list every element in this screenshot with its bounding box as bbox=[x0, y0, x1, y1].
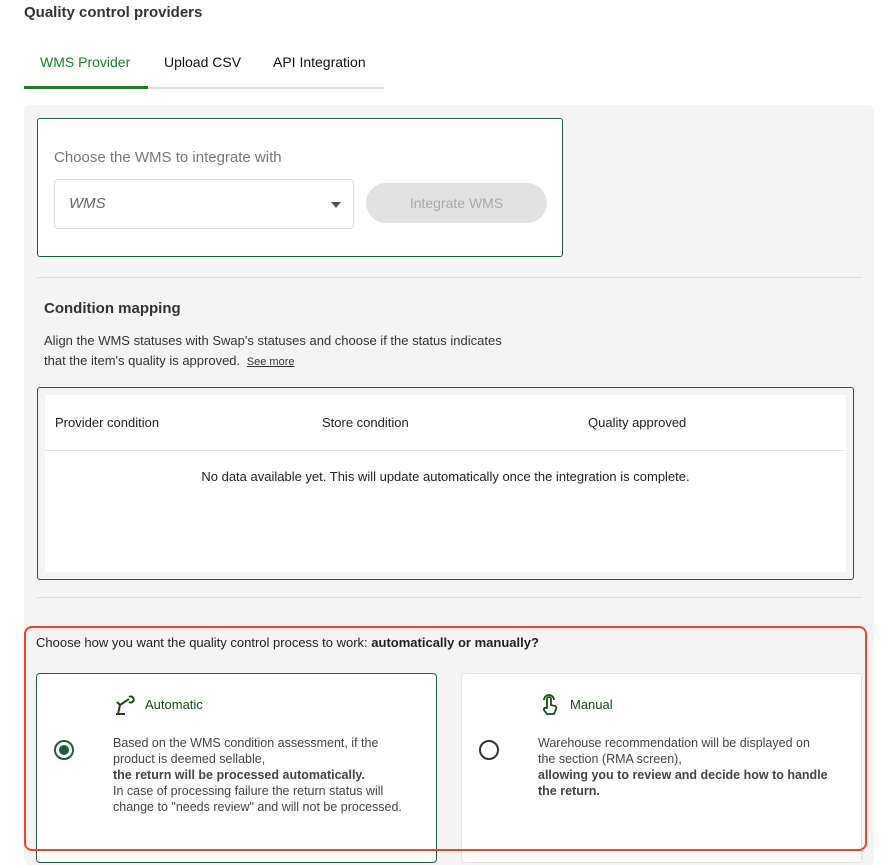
description-text: Align the WMS statuses with Swap's statuses and choose if the status indicates that the item's quality is approved. bbox=[44, 333, 502, 368]
tab-upload-csv[interactable]: Upload CSV bbox=[164, 54, 242, 70]
desc-bold: allowing you to review and decide how to handle the return. bbox=[538, 768, 828, 798]
condition-table bbox=[37, 387, 854, 580]
divider bbox=[37, 597, 862, 598]
wms-select[interactable] bbox=[54, 179, 354, 229]
wms-card bbox=[37, 118, 563, 257]
wms-select-value: WMS bbox=[69, 195, 106, 212]
qc-question-text: Choose how you want the quality control process to work: bbox=[36, 635, 372, 650]
tab-api-integration[interactable]: API Integration bbox=[273, 54, 366, 70]
desc-text: In case of processing failure the return status will change to "needs review" and will not be processed. bbox=[113, 784, 402, 814]
manual-title: Manual bbox=[570, 697, 613, 712]
desc-text: Warehouse recommendation will be displayed on the section (RMA screen), bbox=[538, 736, 810, 766]
tab-active-indicator bbox=[24, 86, 148, 89]
qc-question-bold: automatically or manually? bbox=[371, 635, 539, 650]
header-divider bbox=[45, 450, 846, 451]
tab-wms-provider[interactable]: WMS Provider bbox=[40, 54, 131, 70]
desc-text: Based on the WMS condition assessment, if the product is deemed sellable, bbox=[113, 736, 379, 766]
chevron-down-icon bbox=[331, 202, 341, 208]
integrate-wms-button[interactable]: Integrate WMS bbox=[366, 183, 547, 223]
divider bbox=[37, 277, 862, 278]
highlight-box bbox=[24, 626, 867, 851]
wms-label: Choose the WMS to integrate with bbox=[54, 149, 282, 166]
empty-state-text: No data available yet. This will update automatically once the integration is complete. bbox=[201, 469, 690, 484]
column-header-store: Store condition bbox=[322, 415, 409, 430]
page-title: Quality control providers bbox=[24, 4, 203, 21]
condition-mapping-description bbox=[44, 331, 524, 372]
table-inner bbox=[45, 395, 846, 572]
column-header-provider: Provider condition bbox=[55, 415, 160, 430]
see-more-link[interactable]: See more bbox=[246, 356, 295, 368]
automatic-title: Automatic bbox=[145, 697, 203, 712]
condition-mapping-heading: Condition mapping bbox=[44, 300, 181, 317]
column-header-quality: Quality approved bbox=[588, 415, 687, 430]
desc-bold: the return will be processed automatically. bbox=[113, 768, 365, 782]
